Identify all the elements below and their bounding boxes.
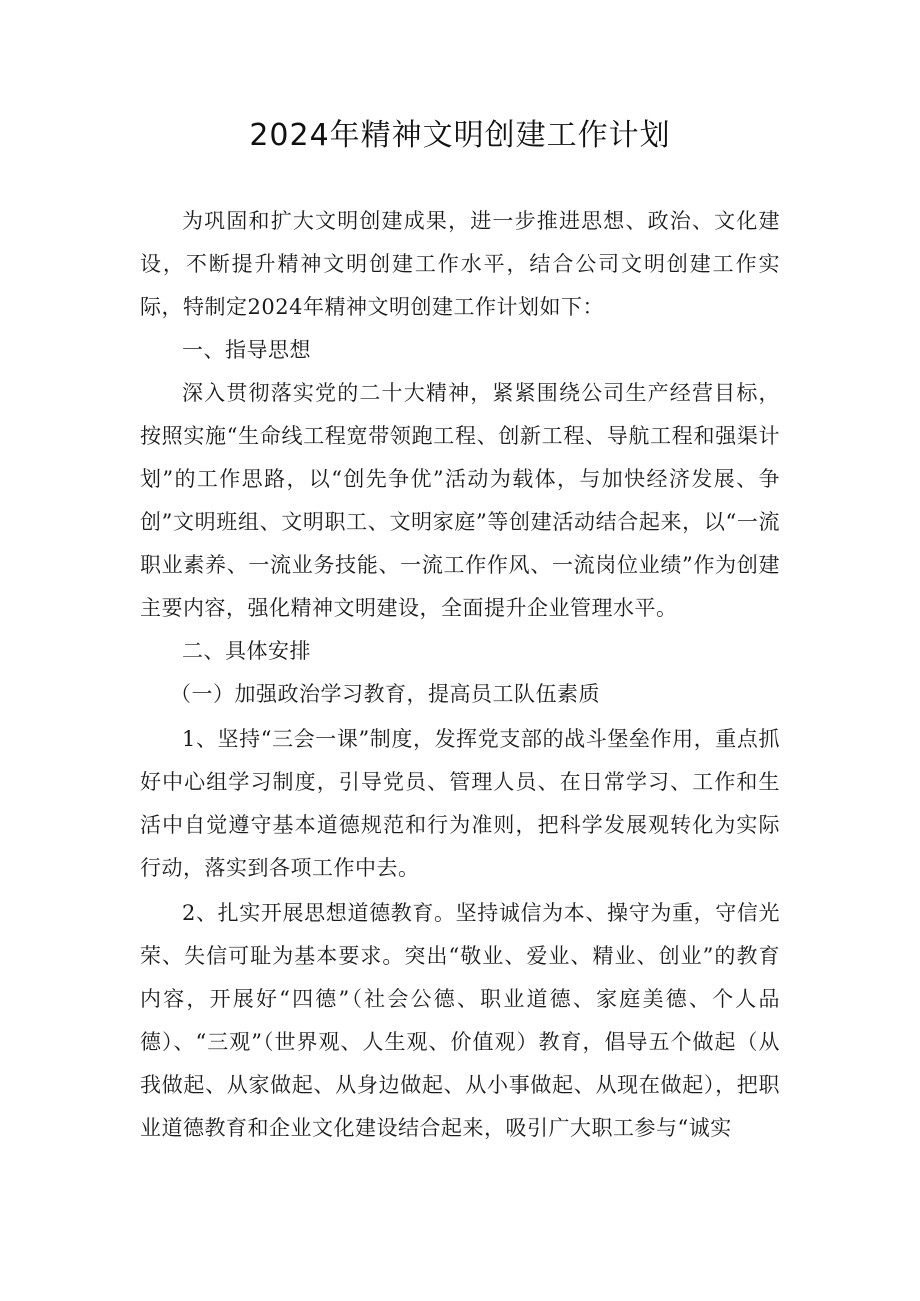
intro-paragraph: 为巩固和扩大文明创建成果，进一步推进思想、政治、文化建设，不断提升精神文明创建工作水平，结合公司文明创建工作实际，特制定2024年精神文明创建工作计划如下：	[140, 209, 780, 319]
document-title: 2024年精神文明创建工作计划	[249, 118, 671, 153]
subsection-heading-political-study: （一）加强政治学习教育，提高员工队伍素质	[170, 682, 600, 706]
section-heading-arrangements: 二、具体安排	[182, 639, 311, 663]
section-heading-guiding-thought: 一、指导思想	[182, 338, 311, 362]
document-body	[140, 200, 780, 1150]
item-paragraph-2: 2、扎实开展思想道德教育。坚持诚信为本、操守为重，守信光荣、失信可耻为基本要求。突出“敬业、爱业、精业、创业”的教育内容，开展好“四德”（社会公德、职业道德、家庭美德、个人品德）、“三观”（世界观、人生观、价值观）教育，倡导五个做起（从我做起、从家做起、从身边做起、从小事做起、从现在做起），把职业道德教育和企业文化建设结合起来，吸引广大职工参与“诚实	[140, 901, 780, 1140]
item-paragraph-1: 1、坚持“三会一课”制度，发挥党支部的战斗堡垒作用，重点抓好中心组学习制度，引导党员、管理人员、在日常学习、工作和生活中自觉遵守基本道德规范和行为准则，把科学发展观转化为实际行动，落实到各项工作中去。	[140, 727, 780, 880]
guiding-thought-paragraph: 深入贯彻落实党的二十大精神，紧紧围绕公司生产经营目标，按照实施“生命线工程宽带领跑工程、创新工程、导航工程和强渠计划”的工作思路，以“创先争优”活动为载体，与加快经济发展、争创”文明班组、文明职工、文明家庭”等创建活动结合起来，以“一流职业素养、一流业务技能、一流工作作风、一流岗位业绩”作为创建主要内容，强化精神文明建设，全面提升企业管理水平。	[140, 381, 780, 620]
